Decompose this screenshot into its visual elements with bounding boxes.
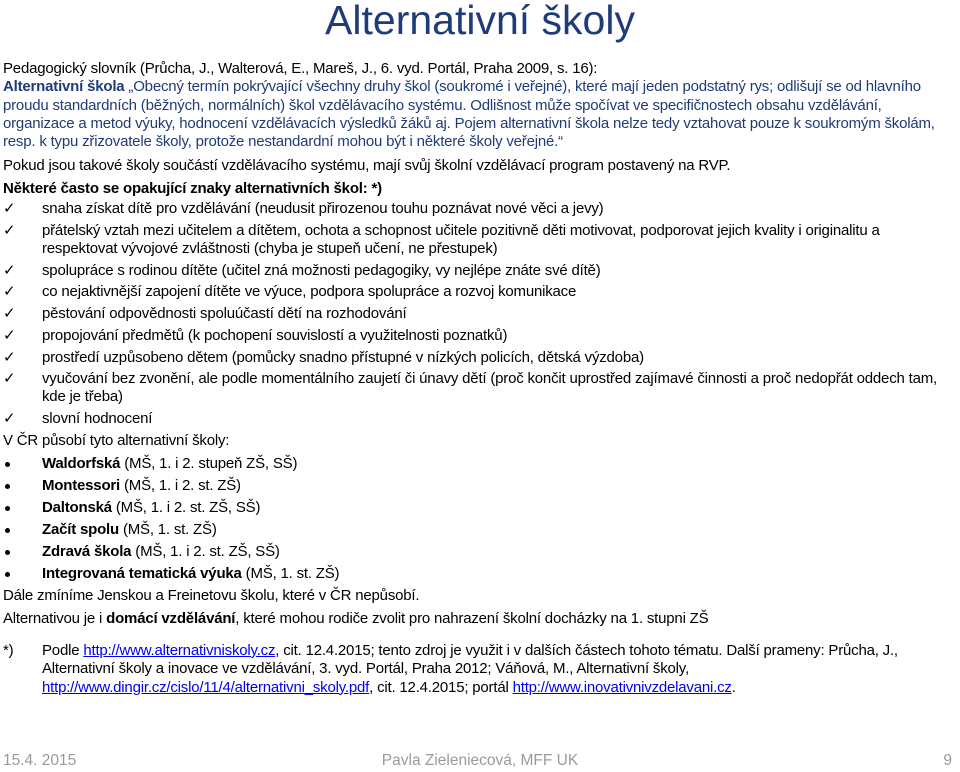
school-name: Montessori (42, 476, 121, 494)
feature-text: snaha získat dítě pro vzdělávání (neudusit přirozenou touhu poznávat nové věci a jevy) (42, 200, 604, 218)
feature-item (3, 327, 955, 345)
jena-line: Dále zmíníme Jenskou a Freinetovu školu, které v ČR nepůsobí. (3, 587, 420, 605)
school-item (3, 499, 955, 517)
checkmark-icon: ✓ (3, 261, 16, 279)
school-detail: (MŠ, 1. st. ZŠ) (118, 520, 217, 538)
school-name: Integrovaná tematická výuka (42, 565, 242, 583)
definition-paragraph (3, 78, 955, 151)
checkmark-icon: ✓ (3, 305, 16, 323)
bullet-icon (5, 506, 10, 511)
feature-item (3, 222, 955, 259)
schools-list (3, 455, 955, 584)
features-heading: Některé často se opakující znaky alternativních škol: *) (3, 179, 382, 197)
checkmark-icon: ✓ (3, 326, 16, 344)
schools-heading: V ČR působí tyto alternativní školy: (3, 432, 230, 450)
checkmark-icon: ✓ (3, 348, 16, 366)
footer-date: 15.4. 2015 (3, 752, 77, 769)
link-inovativnivzdelavani[interactable]: http://www.inovativnivzdelavani.cz (512, 678, 732, 696)
feature-item (3, 200, 955, 218)
features-list (3, 200, 955, 428)
feature-text: co nejaktivnější zapojení dítěte ve výuce, podpora spolupráce a rozvoj komunikace (42, 283, 577, 301)
definition-text-2: Odlišnost může spočívat ve specifičnostech obsahu vzdělávání, organizace a metod výuky, hodnocení vzdělávacích výsledků žáků aj. Pojem alternativní škola nelze tedy vztahovat pouze k soukromým školám, resp. k typu zřizovatele školy, protože nestandardní mohou být i některé školy veřejné.“ (3, 96, 935, 151)
checkmark-icon: ✓ (3, 370, 16, 388)
school-name: Začít spolu (42, 520, 119, 538)
link-alternativniskoly[interactable]: http://www.alternativniskoly.cz (83, 641, 276, 659)
checkmark-icon: ✓ (3, 410, 16, 428)
checkmark-icon: ✓ (3, 200, 16, 218)
feature-text: pěstování odpovědnosti spoluúčastí dětí na rozhodování (42, 305, 407, 323)
bullet-icon (5, 572, 10, 577)
feature-text: prostředí uzpůsobeno dětem (pomůcky snadno přístupné v nízkých policích, dětská výzdoba) (42, 348, 644, 366)
slide-body (3, 60, 955, 697)
home-education-line: Alternativou je i domácí vzdělávání, které mohou rodiče zvolit pro nahrazení školní docházky na 1. stupni ZŠ (3, 609, 709, 627)
definition-text-1: „Obecný termín pokrývající všechny druhy škol (soukromé i veřejné), které mají jeden podstatný rys; odlišují se od hlavního proudu standardních (běžných, normálních) škol vzdělávacího systému. (3, 78, 921, 114)
bullet-icon (5, 528, 10, 533)
school-detail: (MŠ, 1. i 2. st. ZŠ, SŠ) (131, 542, 280, 560)
footer-page-number: 9 (943, 752, 952, 769)
school-name: Zdravá škola (42, 542, 132, 560)
source-citation: Pedagogický slovník (Průcha, J., Walterová, E., Mareš, J., 6. vyd. Portál, Praha 2009, s. 16): (3, 60, 598, 77)
feature-item (3, 410, 955, 428)
link-dingir[interactable]: http://www.dingir.cz/cislo/11/4/alternativni_skoly.pdf (42, 678, 370, 696)
school-name: Daltonská (42, 498, 112, 516)
footnote-mark: *) (3, 641, 14, 659)
feature-item (3, 283, 955, 301)
feature-item (3, 370, 955, 407)
feature-text: vyučování bez zvonění, ale podle momentálního zaujetí či únavy dětí (proč končit uprostřed zajímavé činnosti a proč nedopřát oddech tam, kde je třeba) (42, 370, 937, 406)
feature-text: slovní hodnocení (42, 410, 153, 428)
school-name: Waldorfská (42, 454, 121, 472)
feature-item (3, 305, 955, 323)
feature-item (3, 349, 955, 367)
school-detail: (MŠ, 1. i 2. st. ZŠ, SŠ) (111, 498, 261, 516)
footnote: *) Podle http://www.alternativniskoly.cz, cit. 12.4.2015; tento zdroj je využit i v dalších částech tohoto tématu. Další prameny: Průcha, J., Alternativní školy a inovace ve vzdělávání, 3. vyd. Portál, Praha 2012; Váňová, M., Alternativní školy, http://www.dingir.cz/cislo/11/4/alternativni_skoly.pdf, cit. 12.4.2015; portál http://www.inovativnivzdelavani.cz. (3, 641, 898, 696)
school-item (3, 477, 955, 495)
school-item (3, 521, 955, 539)
definition-term: Alternativní škola (3, 78, 125, 96)
checkmark-icon: ✓ (3, 283, 16, 301)
feature-text: propojování předmětů (k pochopení souvislostí a využitelnosti poznatků) (42, 326, 508, 344)
feature-text: spolupráce s rodinou dítěte (učitel zná možnosti pedagogiky, vy nejlépe znáte své dítě) (42, 261, 601, 279)
bullet-icon (5, 550, 10, 555)
school-detail: (MŠ, 1. i 2. st. ZŠ) (120, 476, 241, 494)
school-detail: (MŠ, 1. i 2. stupeň ZŠ, SŠ) (120, 454, 298, 472)
feature-item (3, 262, 955, 280)
checkmark-icon: ✓ (3, 221, 16, 239)
feature-text: přátelský vztah mezi učitelem a dítětem, ochota a schopnost učitele pozitivně děti motivovat, podporovat jejich kvality i originalitu a respektovat vývojové zvláštnosti (chyba je stupeň učení, ne přestupek) (42, 221, 880, 258)
page-title: Alternativní školy (325, 0, 635, 43)
school-item (3, 543, 955, 561)
rvp-line: Pokud jsou takové školy součástí vzdělávacího systému, mají svůj školní vzdělávací program postavený na RVP. (3, 157, 731, 175)
school-item (3, 455, 955, 473)
bullet-icon (5, 484, 10, 489)
footer-author: Pavla Zieleniecová, MFF UK (381, 752, 579, 769)
school-item (3, 565, 955, 583)
school-detail: (MŠ, 1. st. ZŠ) (241, 565, 340, 583)
bullet-icon (5, 462, 10, 467)
home-education-term: domácí vzdělávání (106, 609, 236, 627)
